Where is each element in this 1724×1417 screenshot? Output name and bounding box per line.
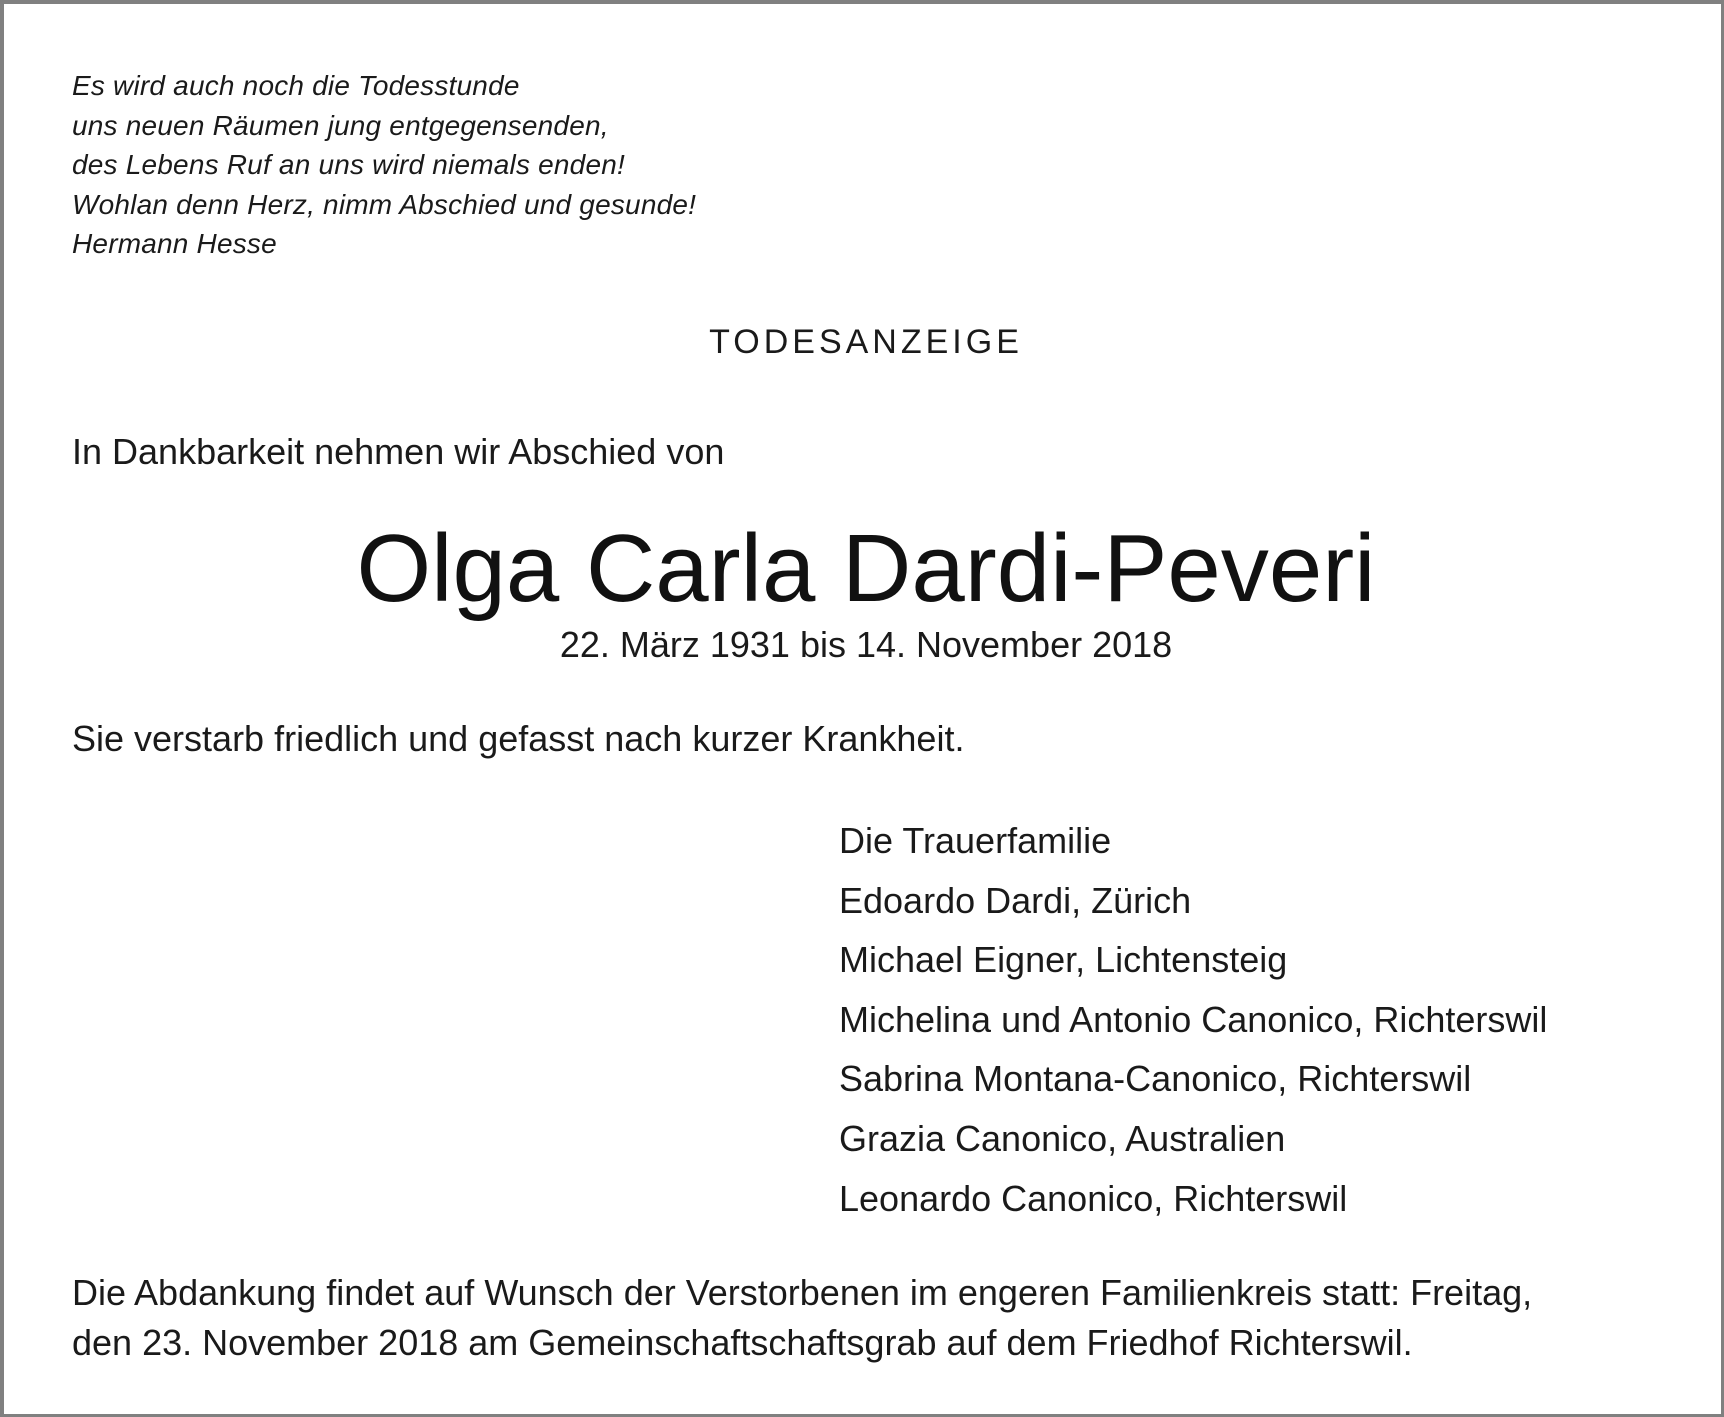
service-details [72, 1268, 1672, 1368]
mourner-item: Grazia Canonico, Australien [839, 1117, 1286, 1159]
poem-author: Hermann Hesse [72, 228, 277, 259]
death-statement: Sie verstarb friedlich und gefasst nach kurzer Krankheit. [72, 718, 965, 759]
poem-line: Wohlan denn Herz, nimm Abschied und gesunde! [72, 188, 697, 220]
poem-block [72, 66, 696, 264]
mourner-item: Sabrina Montana-Canonico, Richterswil [839, 1058, 1472, 1100]
mourners-list [839, 811, 1547, 1228]
poem-line: des Lebens Ruf an uns wird niemals enden! [72, 149, 625, 180]
mourner-item: Leonardo Canonico, Richterswil [839, 1177, 1348, 1219]
mourner-item: Michelina und Antonio Canonico, Richterswil [839, 998, 1548, 1040]
mourner-item: Michael Eigner, Lichtensteig [839, 939, 1288, 981]
poem-line: Es wird auch noch die Todesstunde [72, 70, 520, 101]
service-line: Die Abdankung findet auf Wunsch der Verstorbenen im engeren Familienkreis statt: Freitag, [72, 1272, 1533, 1313]
mourners-heading: Die Trauerfamilie [839, 820, 1112, 861]
intro-text: In Dankbarkeit nehmen wir Abschied von [72, 431, 725, 472]
poem-line: uns neuen Räumen jung entgegensenden, [72, 109, 609, 141]
service-line: den 23. November 2018 am Gemeinschaftschaftsgrab auf dem Friedhof Richterswil. [72, 1322, 1413, 1363]
mourner-item: Edoardo Dardi, Zürich [839, 879, 1192, 921]
notice-heading: TODESANZEIGE [709, 323, 1023, 361]
deceased-name: Olga Carla Dardi-Peveri [356, 515, 1376, 622]
life-dates: 22. März 1931 bis 14. November 2018 [559, 624, 1173, 665]
